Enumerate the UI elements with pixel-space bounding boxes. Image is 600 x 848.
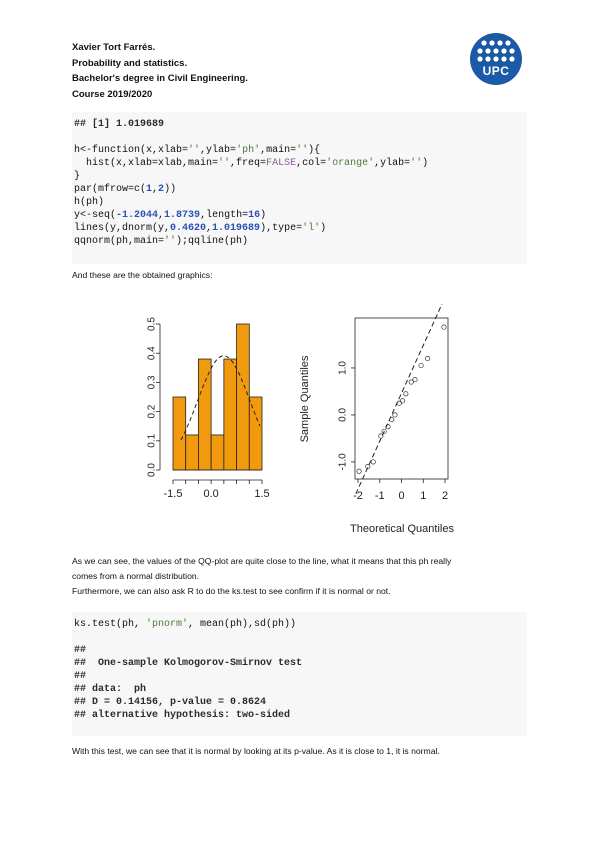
- paragraph-graphics-intro: And these are the obtained graphics:: [72, 270, 213, 280]
- code-block-1-line: qqnorm(ph,main='');qqline(ph): [74, 236, 249, 247]
- histogram-bar: [211, 435, 224, 470]
- histogram-y-tick-label: 0.3: [146, 375, 158, 390]
- histogram-bar: [237, 324, 250, 470]
- histogram-x-tick-label: 1.5: [254, 488, 270, 500]
- paragraph-conclusion: With this test, we can see that it is normal by looking at its p-value. As it is close to 1, it is normal.: [72, 746, 440, 756]
- qq-point: [442, 325, 446, 329]
- code-block-ks-test: [72, 612, 527, 736]
- code-block-2-line: ## data: ph: [74, 684, 147, 695]
- histogram-bar: [224, 359, 237, 470]
- code-block-2-line: ## alternative hypothesis: two-sided: [74, 710, 291, 721]
- histogram-y-tick-label: 0.1: [146, 433, 158, 448]
- qqplot-frame: [355, 318, 448, 479]
- upc-logo: [470, 33, 522, 85]
- qq-x-tick-label: -2: [353, 490, 363, 502]
- code-block-r-setup: [72, 112, 527, 264]
- figure-histogram-and-qqplot: [140, 304, 470, 540]
- code-block-2-line: [72, 631, 527, 644]
- histogram-y-tick-label: 0.2: [146, 404, 158, 419]
- paragraph-line: Furthermore, we can also ask R to do the ks.test to see confirm if it is normal or not.: [72, 586, 391, 596]
- histogram-bar: [198, 359, 211, 470]
- qq-x-tick-label: 2: [441, 490, 449, 502]
- paragraph-qq-explanation: [72, 554, 532, 599]
- qq-point: [357, 469, 361, 473]
- paragraph-line: comes from a normal distribution.: [72, 571, 200, 581]
- logo-text: UPC: [482, 64, 510, 78]
- qq-point: [419, 363, 423, 367]
- histogram-bar: [173, 397, 186, 470]
- code-block-2-line: ## D = 0.14156, p-value = 0.8624: [74, 697, 267, 708]
- code-block-1-line: y<-seq(-1.2044,1.8739,length=16): [74, 210, 267, 221]
- qq-x-axis-label: Theoretical Quantiles: [350, 523, 454, 535]
- qq-point: [393, 413, 397, 417]
- qq-y-tick-label: -1.0: [337, 453, 349, 471]
- histogram-bar: [249, 397, 262, 470]
- qq-point: [400, 399, 404, 403]
- paragraph-line: As we can see, the values of the QQ-plot are quite close to the line, what it means that this ph really: [72, 556, 452, 566]
- code-block-2-line: ks.test(ph, 'pnorm', mean(ph),sd(ph)): [74, 619, 297, 630]
- histogram-plot: [147, 317, 270, 500]
- document-header: [72, 40, 248, 102]
- qq-x-tick-label: -1: [374, 490, 385, 502]
- qq-point: [413, 378, 417, 382]
- code-block-2-line: ##: [74, 671, 87, 682]
- code-block-1-line: ## [1] 1.019689: [74, 119, 165, 130]
- code-block-1-line: par(mfrow=c(1,2)): [74, 184, 177, 195]
- course-name: Course 2019/2020: [72, 88, 153, 100]
- code-block-1-line: lines(y,dnorm(y,0.4620,1.019689),type='l'): [74, 223, 327, 234]
- histogram-y-tick-label: 0.0: [146, 463, 158, 477]
- degree-name: Bachelor's degree in Civil Engineering.: [72, 73, 248, 84]
- qq-point: [379, 434, 383, 438]
- author-name: Xavier Tort Farrés.: [72, 42, 156, 53]
- histogram-y-tick-label: 0.5: [146, 317, 158, 331]
- code-block-1-line: h<-function(x,xlab='',ylab='ph',main=''){: [74, 145, 321, 156]
- code-block-1-line: hist(x,xlab=xlab,main='',freq=FALSE,col='orange',ylab=''): [74, 158, 429, 169]
- qq-x-tick-label: 0: [398, 490, 405, 502]
- histogram-bar: [186, 435, 199, 470]
- code-block-1-line: }: [74, 171, 81, 182]
- qq-point: [404, 392, 408, 396]
- qq-point: [390, 417, 394, 421]
- code-block-2-line: ## One-sample Kolmogorov-Smirnov test: [74, 658, 303, 669]
- qq-x-tick-label: 1: [420, 490, 427, 502]
- qq-y-tick-label: 0.0: [337, 407, 349, 422]
- qq-plot: [299, 304, 454, 535]
- code-block-1-line: [72, 131, 527, 144]
- qq-y-axis-label: Sample Quantiles: [299, 355, 311, 443]
- histogram-x-tick-label: 0.0: [203, 488, 219, 500]
- histogram-x-tick-label: -1.5: [163, 488, 183, 500]
- subject-name: Probability and statistics.: [72, 57, 188, 69]
- qq-point: [425, 356, 429, 360]
- histogram-y-tick-label: 0.4: [146, 346, 158, 361]
- code-block-1-line: h(ph): [74, 197, 105, 208]
- qq-y-tick-label: 1.0: [337, 361, 349, 375]
- qq-point: [371, 460, 375, 464]
- code-block-2-line: ##: [74, 645, 87, 656]
